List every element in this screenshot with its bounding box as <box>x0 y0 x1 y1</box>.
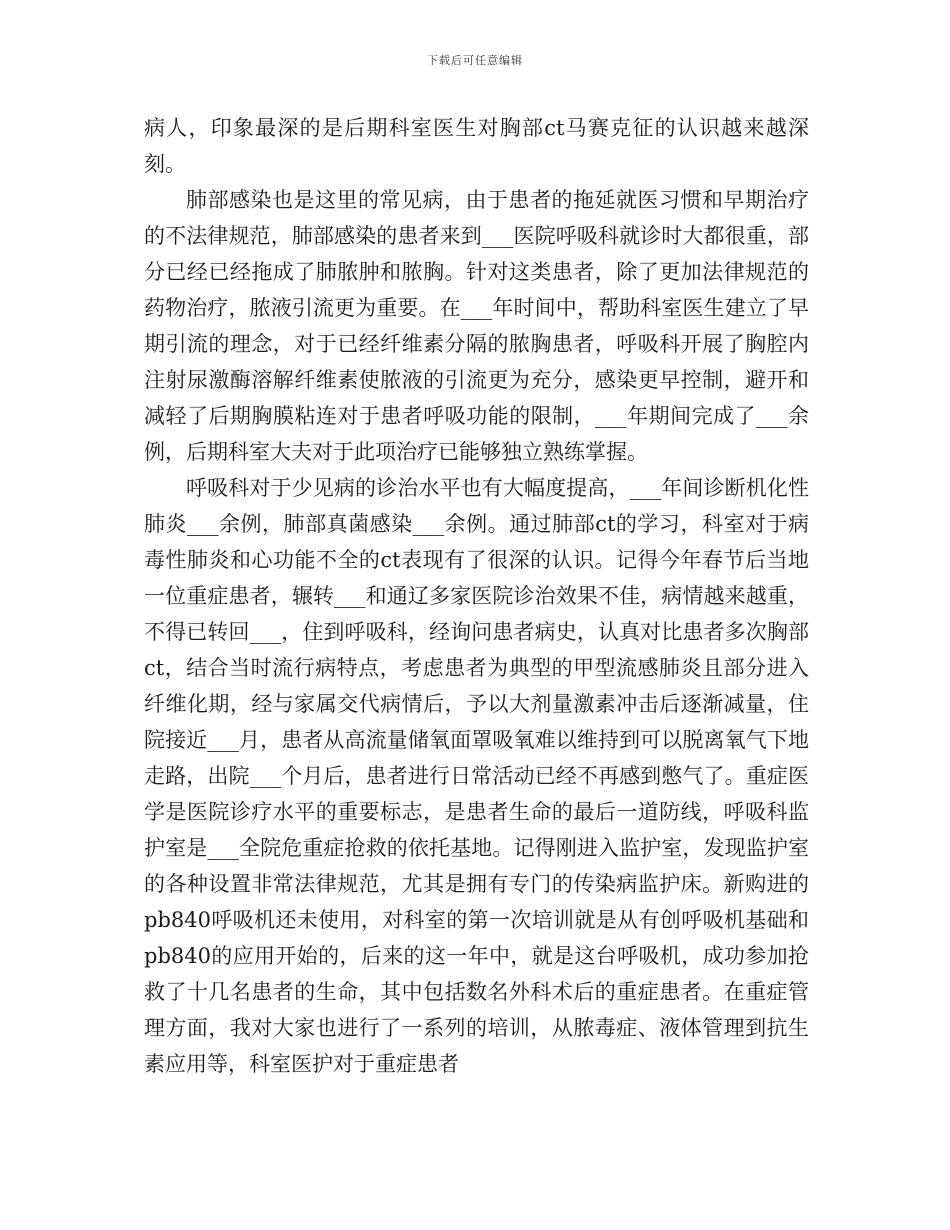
paragraph-rare-diseases: 呼吸科对于少见病的诊治水平也有大幅度提高，___年间诊断机化性肺炎___余例，肺部真菌感染___余例。通过肺部ct的学习，科室对于病毒性肺炎和心功能不全的ct表现有了很深的认识。记得今年春节后当地一位重症患者，辗转___和通辽多家医院诊治效果不佳，病情越来越重，不得已转回___，住到呼吸科，经询问患者病史，认真对比患者多次胸部ct，结合当时流行病特点，考虑患者为典型的甲型流感肺炎且部分进入纤维化期，经与家属交代病情后，予以大剂量激素冲击后逐渐减量，住院接近___月，患者从高流量储氧面罩吸氧难以维持到可以脱离氧气下地走路，出院___个月后，患者进行日常活动已经不再感到憋气了。重症医学是医院诊疗水平的重要标志，是患者生命的最后一道防线，呼吸科监护室是___全院危重症抢救的依托基地。记得刚进入监护室，发现监护室的各种设置非常法律规范，尤其是拥有专门的传染病监护床。新购进的pb840呼吸机还未使用，对科室的第一次培训就是从有创呼吸机基础和pb840的应用开始的，后来的这一年中，就是这台呼吸机，成功参加抢救了十几名患者的生命，其中包括数名外科术后的重症患者。在重症管理方面，我对大家也进行了一系列的培训，从脓毒症、液体管理到抗生素应用等，科室医护对于重症患者 <box>144 476 809 1076</box>
paragraph-continuation: 病人，印象最深的是后期科室医生对胸部ct马赛克征的认识越来越深刻。 <box>144 116 809 176</box>
paragraph-lung-infection: 肺部感染也是这里的常见病，由于患者的拖延就医习惯和早期治疗的不法律规范，肺部感染的患者来到___医院呼吸科就诊时大都很重，部分已经已经拖成了肺脓肿和脓胸。针对这类患者，除了更加法律规范的药物治疗，脓液引流更为重要。在___年时间中，帮助科室医生建立了早期引流的理念，对于已经纤维素分隔的脓胸患者，呼吸科开展了胸腔内注射尿激酶溶解纤维素使脓液的引流更为充分，感染更早控制，避开和减轻了后期胸膜粘连对于患者呼吸功能的限制，___年期间完成了___余例，后期科室大夫对于此项治疗已能够独立熟练掌握。 <box>144 188 809 464</box>
document-body <box>144 110 809 1082</box>
page-header: 下载后可任意编辑 <box>427 54 523 67</box>
